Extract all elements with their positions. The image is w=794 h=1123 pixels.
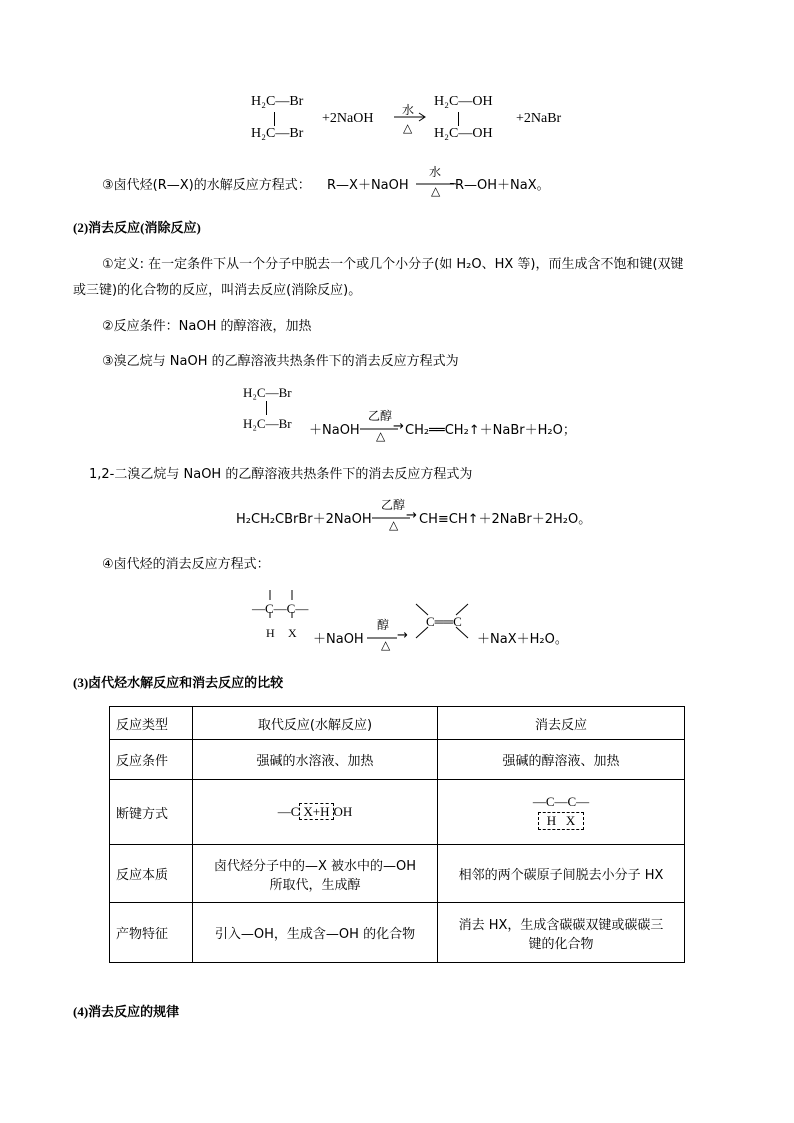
dashed-box: X+H <box>299 803 333 820</box>
table-cell: 相邻的两个碳原子间脱去小分子 HX <box>438 845 685 903</box>
reactant-top: H₂C—Br <box>251 94 304 109</box>
byproduct: +2NaBr <box>516 111 562 126</box>
bond-break-hydrolysis <box>193 780 438 845</box>
table-cell <box>438 903 685 963</box>
product: CH₂══CH₂↑＋NaBr＋H₂O； <box>405 423 576 438</box>
hydrolysis-label: ③卤代烃(R—X)的水解反应方程式： <box>102 178 311 193</box>
arrow-glyph: → <box>406 508 417 523</box>
reagent: ＋NaOH <box>313 632 364 647</box>
condition-bottom: △ <box>403 121 413 135</box>
hydrolysis-left: R—X＋NaOH <box>327 178 409 193</box>
condition-bottom: △ <box>431 184 441 198</box>
alkene: C══C <box>426 614 462 629</box>
table-cell <box>193 845 438 903</box>
bond-line <box>274 112 275 126</box>
table-cell: 反应条件 <box>110 740 193 780</box>
condition-top: 乙醇 <box>381 498 406 512</box>
condition-bottom: △ <box>376 429 386 443</box>
product-top: H₂C—OH <box>434 94 493 109</box>
table-row <box>110 780 685 845</box>
byproduct: ＋NaX＋H₂O。 <box>477 632 568 647</box>
fragment-right: OH <box>333 804 353 819</box>
cell-line: 所取代，生成醇 <box>269 877 361 893</box>
structure-bottom: H₂C—Br <box>243 416 292 431</box>
dibromo-right: CH≡CH↑＋2NaBr＋2H₂O。 <box>419 512 592 527</box>
bromoethane-intro: ③溴乙烷与 NaOH 的乙醇溶液共热条件下的消去反应方程式为 <box>102 354 459 369</box>
condition-top: 水 <box>429 165 442 179</box>
comparison-table <box>109 706 685 963</box>
dibromo-left: H₂CH₂CBrBr＋2NaOH <box>236 512 372 527</box>
table-row <box>110 740 685 780</box>
table-cell: 强碱的水溶液、加热 <box>193 740 438 780</box>
table-cell: 断键方式 <box>110 780 193 845</box>
reaction-condition: ②反应条件：NaOH 的醇溶液，加热 <box>102 319 312 334</box>
table-cell: 强碱的醇溶液、加热 <box>438 740 685 780</box>
bond-line <box>458 112 459 126</box>
bond-break-elimination <box>438 780 685 845</box>
general-intro: ④卤代烃的消去反应方程式： <box>102 557 270 572</box>
table-row <box>110 707 685 740</box>
reagent: +2NaOH <box>322 111 374 126</box>
table-header: 取代反应(水解反应) <box>193 707 438 740</box>
table-header: 反应类型 <box>110 707 193 740</box>
fragment-top: —C—C— <box>532 794 590 809</box>
product-bottom: H₂C—OH <box>434 126 493 141</box>
hydrolysis-right: R—OH＋NaX。 <box>455 178 550 193</box>
dibromo-intro: 1,2-二溴乙烷与 NaOH 的乙醇溶液共热条件下的消去反应方程式为 <box>89 467 473 482</box>
table-cell: 反应本质 <box>110 845 193 903</box>
arrow-glyph: → <box>397 628 408 643</box>
structure-main: —C—C— <box>252 601 309 616</box>
section-heading: (2)消去反应(消除反应) <box>73 220 201 235</box>
condition-bottom: △ <box>389 518 399 532</box>
atom-x: X <box>565 813 576 828</box>
structure-h: H <box>266 626 275 640</box>
condition-top: 水 <box>402 103 415 117</box>
reactant-bottom: H₂C—Br <box>251 126 304 141</box>
atom-h: H <box>546 813 557 828</box>
definition-line2: 或三键)的化合物的反应，叫消去反应(消除反应)。 <box>73 283 362 298</box>
definition-line1: ①定义: 在一定条件下从一个分子中脱去一个或几个小分子(如 H₂O、HX 等)，而生成含不饱和键(双键 <box>102 257 684 272</box>
section-heading: (4)消去反应的规律 <box>73 1004 180 1019</box>
structure-top: H₂C—Br <box>243 385 292 400</box>
dashed-box <box>538 812 585 830</box>
reagent: ＋NaOH <box>309 423 360 438</box>
bond-line <box>266 401 267 415</box>
table-row <box>110 903 685 963</box>
table-cell: 产物特征 <box>110 903 193 963</box>
cell-line: 键的化合物 <box>528 936 594 952</box>
cell-line: 消去 HX，生成含碳碳双键或碳碳三 <box>458 917 664 933</box>
table-header: 消去反应 <box>438 707 685 740</box>
cell-line: 卤代烃分子中的—X 被水中的—OH <box>213 858 417 874</box>
condition-top: 醇 <box>377 618 390 632</box>
arrow-glyph: → <box>393 419 404 434</box>
fragment-left: —C <box>277 804 300 819</box>
condition-top: 乙醇 <box>368 409 393 423</box>
structure-x: X <box>288 626 297 640</box>
condition-bottom: △ <box>381 638 391 652</box>
table-row <box>110 845 685 903</box>
section-heading: (3)卤代烃水解反应和消去反应的比较 <box>73 675 284 690</box>
table-cell: 引入—OH，生成含—OH 的化合物 <box>193 903 438 963</box>
